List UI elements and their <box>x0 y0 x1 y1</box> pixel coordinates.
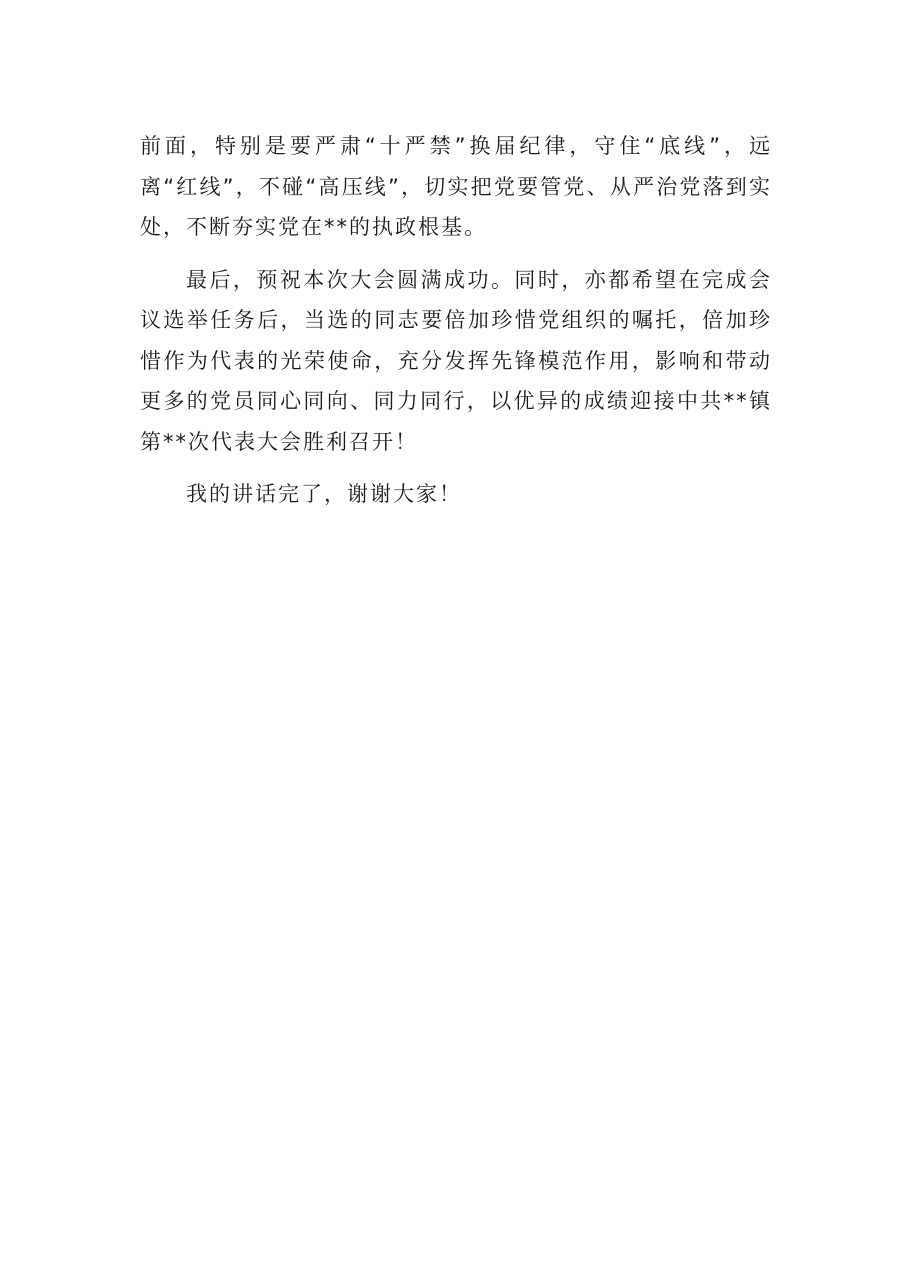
document-body <box>140 126 772 527</box>
paragraph-thanks: 我的讲话完了，谢谢大家！ <box>186 482 462 506</box>
paragraph-continuation: 前面，特别是要严肃“十严禁”换届纪律，守住“底线”，远离“红线”，不碰“高压线”，切实把党要管党、从严治党落到实处，不断夯实党在**的执政根基。 <box>140 134 772 239</box>
paragraph-closing-wishes: 最后，预祝本次大会圆满成功。同时，亦都希望在完成会议选举任务后，当选的同志要倍加珍惜党组织的嘱托，倍加珍惜作为代表的光荣使命，充分发挥先锋模范作用，影响和带动更多的党员同心同向、同力同行，以优异的成绩迎接中共**镇第**次代表大会胜利召开！ <box>140 267 772 454</box>
